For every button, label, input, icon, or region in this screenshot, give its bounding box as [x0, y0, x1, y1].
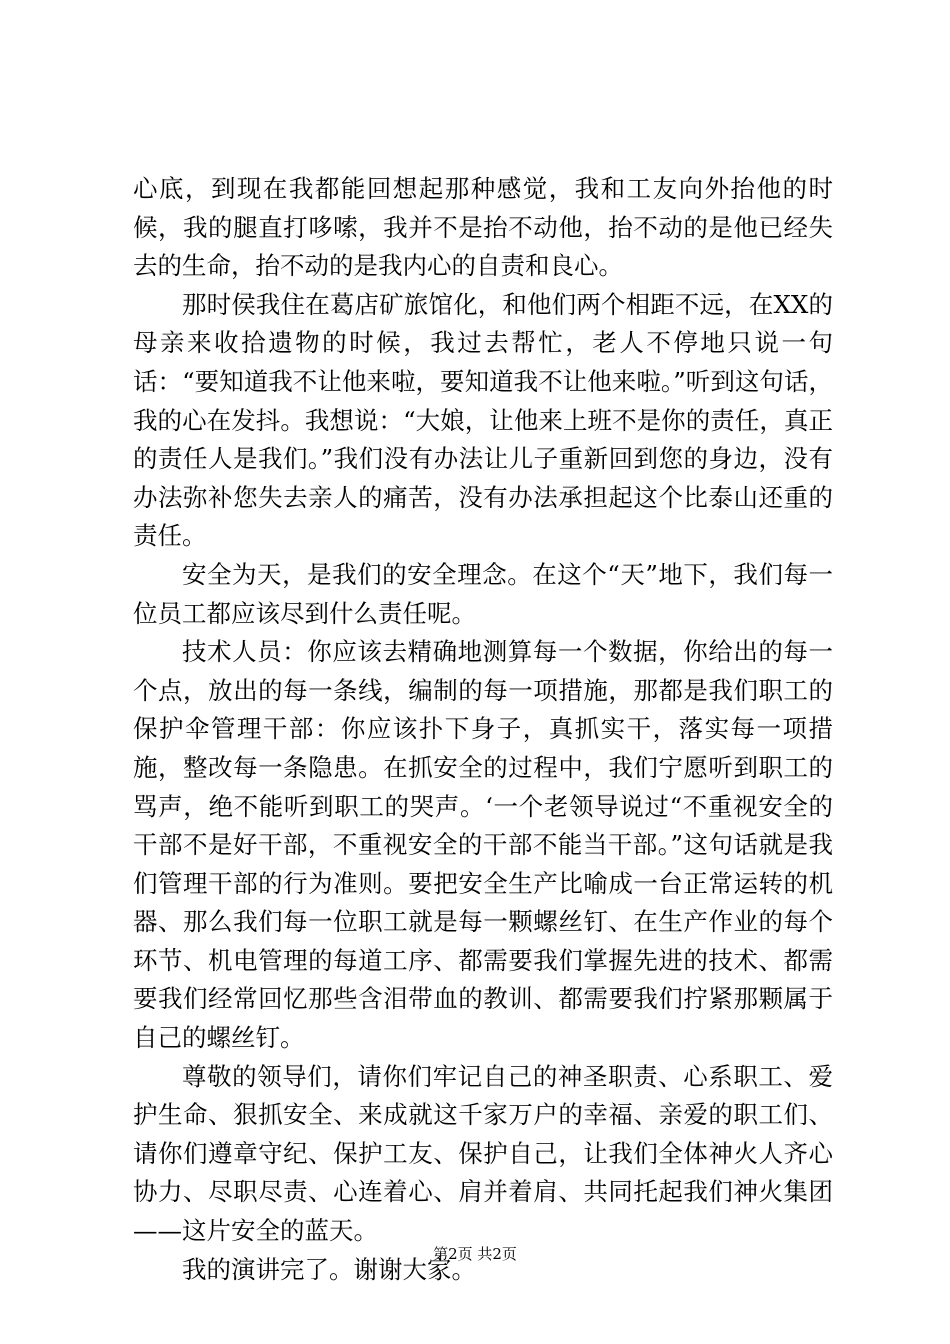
paragraph-3: 安全为天，是我们的安全理念。在这个“天”地下，我们每一位员工都应该尽到什么责任呢。	[133, 559, 833, 628]
paragraph-6: 我的演讲完了。谢谢大家。	[182, 1254, 476, 1284]
paragraph-5: 尊敬的领导们，请你们牢记自己的神圣职责、心系职工、爱护生命、狠抓安全、来成就这千家万户的幸福、亲爱的职工们、请你们遵章守纪、保护工友、保护自己，让我们全体神火人齐心协力、尽职尽责、心连着心、肩并着肩、共同托起我们神火集团——这片安全的蓝天。	[133, 1061, 833, 1246]
paragraph-4: 技术人员：你应该去精确地测算每一个数据，你给出的每一个点，放出的每一条线，编制的每一项措施，那都是我们职工的保护伞管理干部：你应该扑下身子，真抓实干，落实每一项措施，整改每一条隐患。在抓安全的过程中，我们宁愿听到职工的骂声，绝不能听到职工的哭声。‘一个老领导说过“不重视安全的干部不是好干部，不重视安全的干部不能当干部。”这句话就是我们管理干部的行为准则。要把安全生产比喻成一台正常运转的机器、那么我们每一位职工就是每一颗螺丝钉、在生产作业的每个环节、机电管理的每道工序、都需要我们掌握先进的技术、都需要我们经常回忆那些含泪带血的教训、都需要我们拧紧那颗属于自己的螺丝钉。	[133, 637, 833, 1053]
document-body	[133, 170, 833, 1289]
paragraph-2: 那时侯我住在葛店矿旅馆化，和他们两个相距不远，在XX的母亲来收拾遗物的时候，我过去帮忙，老人不停地只说一句话：“要知道我不让他来啦，要知道我不让他来啦。”听到这句话，我的心在发抖。我想说：“大娘，让他来上班不是你的责任，真正的责任人是我们。”我们没有办法让儿子重新回到您的身边，没有办法弥补您失去亲人的痛苦，没有办法承担起这个比泰山还重的责任。	[133, 289, 833, 551]
page-footer: 第2页 共2页	[433, 1245, 517, 1263]
paragraph-1: 心底，到现在我都能回想起那种感觉，我和工友向外抬他的时候，我的腿直打哆嗦，我并不是抬不动他，抬不动的是他已经失去的生命，抬不动的是我内心的自责和良心。	[133, 174, 833, 281]
